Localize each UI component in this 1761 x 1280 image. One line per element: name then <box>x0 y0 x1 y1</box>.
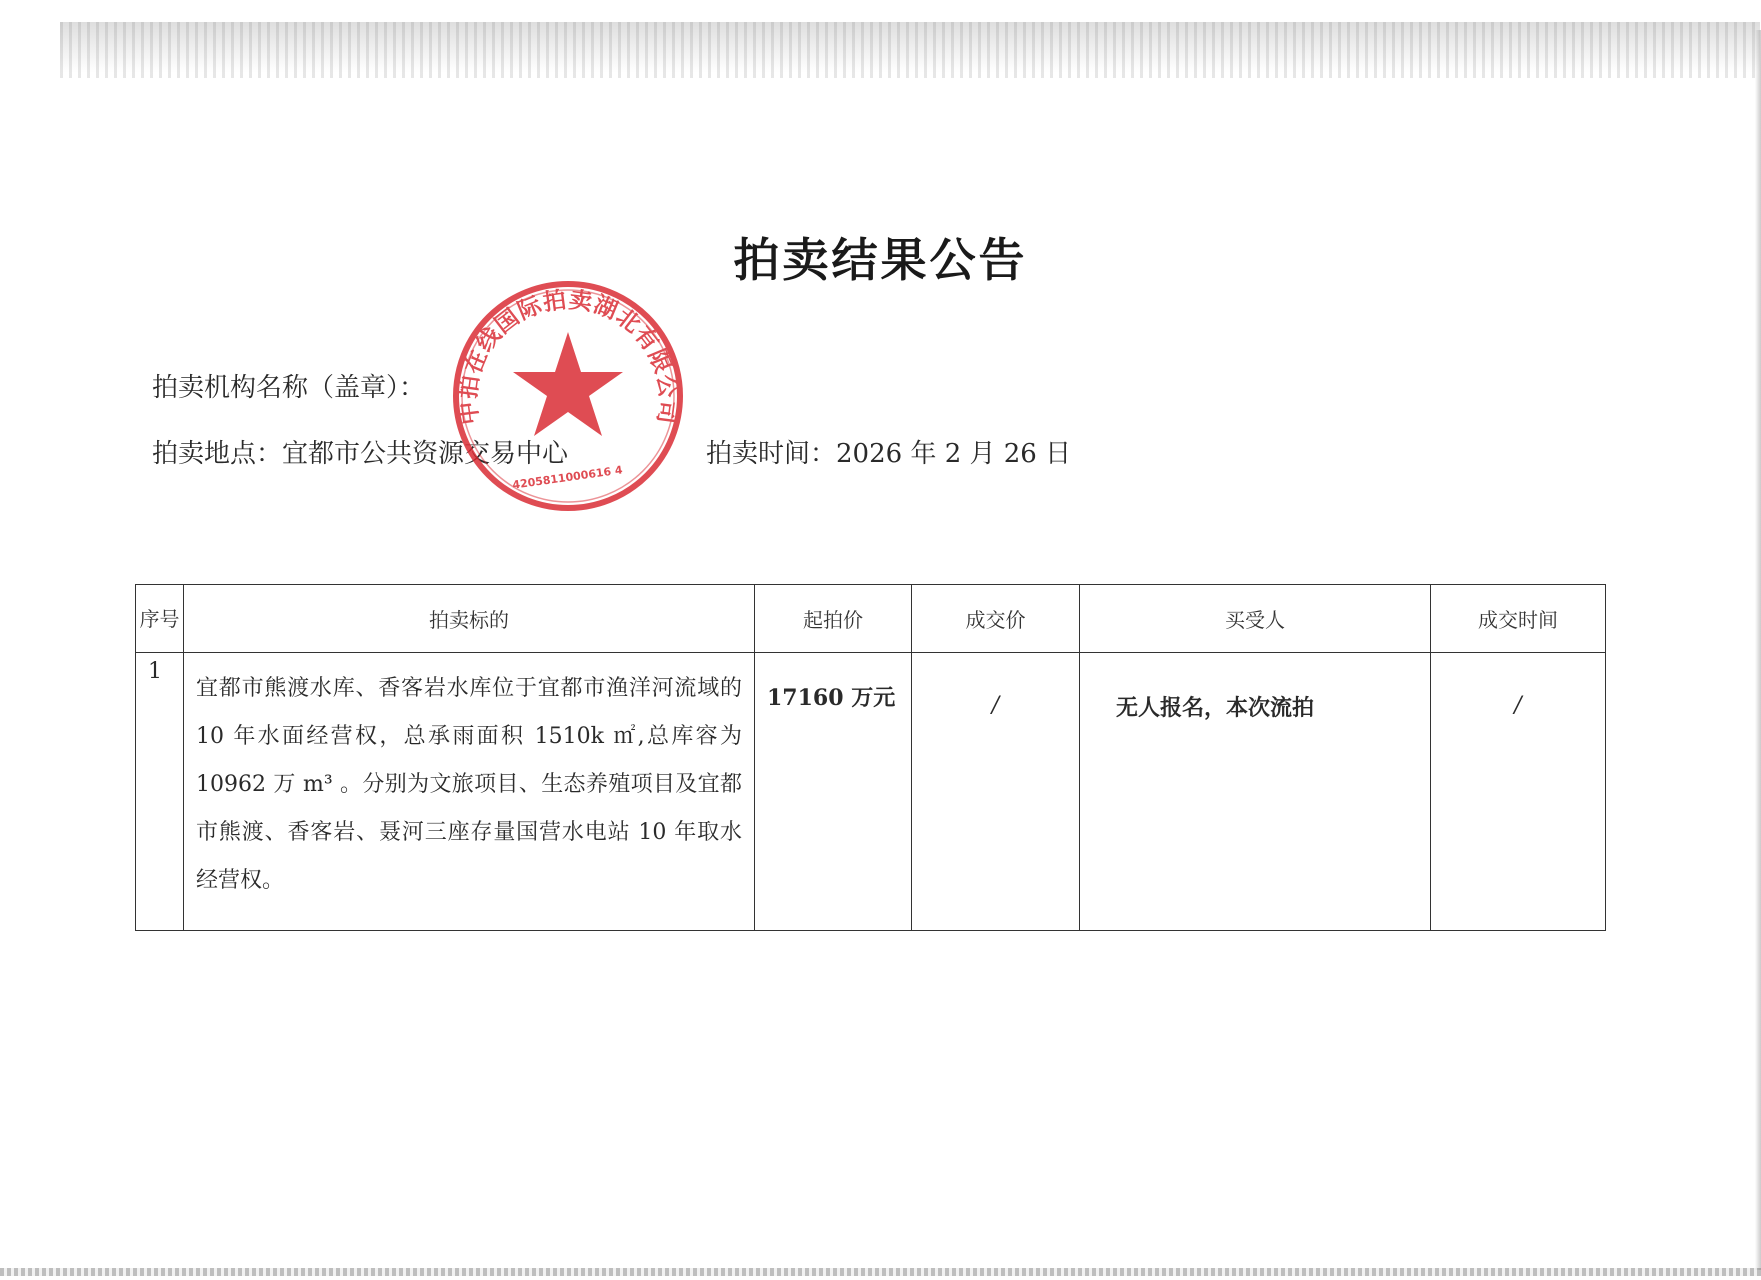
seal-arc-text: 中拍在线国际拍卖湖北有限公司 <box>455 287 681 427</box>
scan-bottom-edge <box>0 1268 1761 1276</box>
scan-right-edge <box>1755 30 1761 1270</box>
row-start-price: 17160 万元 <box>755 653 912 931</box>
header-buyer: 买受人 <box>1080 585 1431 653</box>
org-label: 拍卖机构名称（盖章）： <box>152 373 426 403</box>
row-item: 宜都市熊渡水库、香客岩水库位于宜都市渔洋河流域的 10 年水面经营权，总承雨面积 1510k ㎡,总库容为 10962 万 m³ 。分别为文旅项目、生态养殖项目及宜都市熊渡、香客岩、聂河三座存量国营水电站 10 年取水经营权。 <box>184 653 755 931</box>
scan-top-edge <box>60 22 1760 78</box>
document-title: 拍卖结果公告 <box>733 233 1028 287</box>
row-deal-time: / <box>1431 653 1606 931</box>
company-seal-stamp <box>448 276 688 516</box>
auction-result-table <box>135 584 1606 931</box>
row-buyer: 无人报名，本次流拍 <box>1080 653 1431 931</box>
header-index: 序号 <box>136 585 184 653</box>
table-header-row <box>136 585 1606 653</box>
seal-code: 4205811000616 4 <box>511 463 624 492</box>
header-deal-price: 成交价 <box>912 585 1080 653</box>
seal-star-icon <box>513 332 623 436</box>
time-label: 拍卖时间：2026 年 2 月 26 日 <box>706 439 1072 469</box>
row-deal-price: / <box>912 653 1080 931</box>
header-deal-time: 成交时间 <box>1431 585 1606 653</box>
row-index: 1 <box>136 653 184 931</box>
header-start-price: 起拍价 <box>755 585 912 653</box>
header-item: 拍卖标的 <box>184 585 755 653</box>
place-label: 拍卖地点：宜都市公共资源交易中心 <box>152 439 569 469</box>
table-row <box>136 653 1606 931</box>
